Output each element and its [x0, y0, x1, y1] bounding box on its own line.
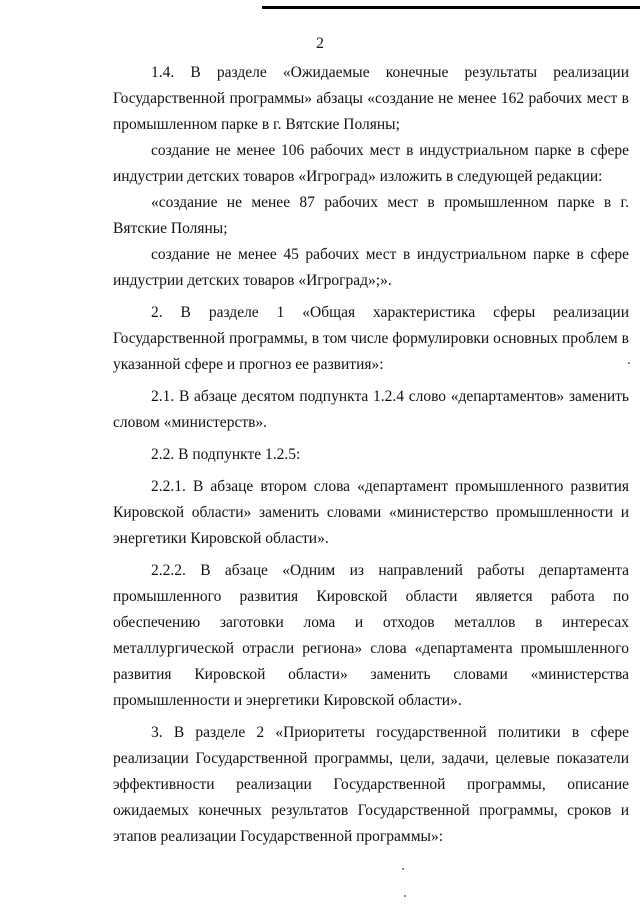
paragraph-1-4-item-b: «создание не менее 87 рабочих мест в промышленном парке в г. Вятские Поляны;: [113, 194, 629, 237]
paragraph-1-4: 1.4. В разделе «Ожидаемые конечные результаты реализации Государственной программы» абзацы «создание не менее 162 рабочих мест в промышленном парке в г. Вятские Поляны;: [113, 64, 629, 133]
paragraph-1-4-item-c: создание не менее 45 рабочих мест в индустриальном парке в сфере индустрии детских товаров «Игроград»;».: [113, 246, 629, 289]
paragraph-2-2-1: 2.2.1. В абзаце втором слова «департамент промышленного развития Кировской области» заменить словами «министерство промышленности и энергетики Кировской области».: [113, 478, 629, 547]
paragraph-2-2: 2.2. В подпункте 1.2.5:: [151, 446, 301, 463]
document-body: [113, 60, 629, 856]
scan-speck: [402, 868, 404, 870]
paragraph-1-4-item-a: создание не менее 106 рабочих мест в индустриальном парке в сфере индустрии детских товаров «Игроград» изложить в следующей редакции:: [113, 142, 629, 185]
scan-top-rule: [262, 6, 640, 9]
paragraph-3: 3. В разделе 2 «Приоритеты государственной политики в сфере реализации Государственной программы, цели, задачи, целевые показатели эффективности реализации Государственной программы, описание ожидаемых конечных результатов Государственной программы, сроков и этапов реализации Государственной программы»:: [113, 724, 629, 845]
scan-speck: [628, 362, 630, 364]
scan-speck: [404, 895, 406, 897]
paragraph-2-2-2: 2.2.2. В абзаце «Одним из направлений работы департамента промышленного развития Кировской области является работа по обеспечению заготовки лома и отходов металлов в интересах металлургической отрасли региона» слова «департамента промышленного развития Кировской области» заменить словами «министерства промышленности и энергетики Кировской области».: [113, 562, 629, 709]
paragraph-2: 2. В разделе 1 «Общая характеристика сферы реализации Государственной программы, в том числе формулировки основных проблем в указанной сфере и прогноз ее развития»:: [113, 304, 629, 373]
page-number: 2: [316, 35, 324, 52]
paragraph-2-1: 2.1. В абзаце десятом подпункта 1.2.4 слово «департаментов» заменить словом «министерств».: [113, 388, 629, 431]
